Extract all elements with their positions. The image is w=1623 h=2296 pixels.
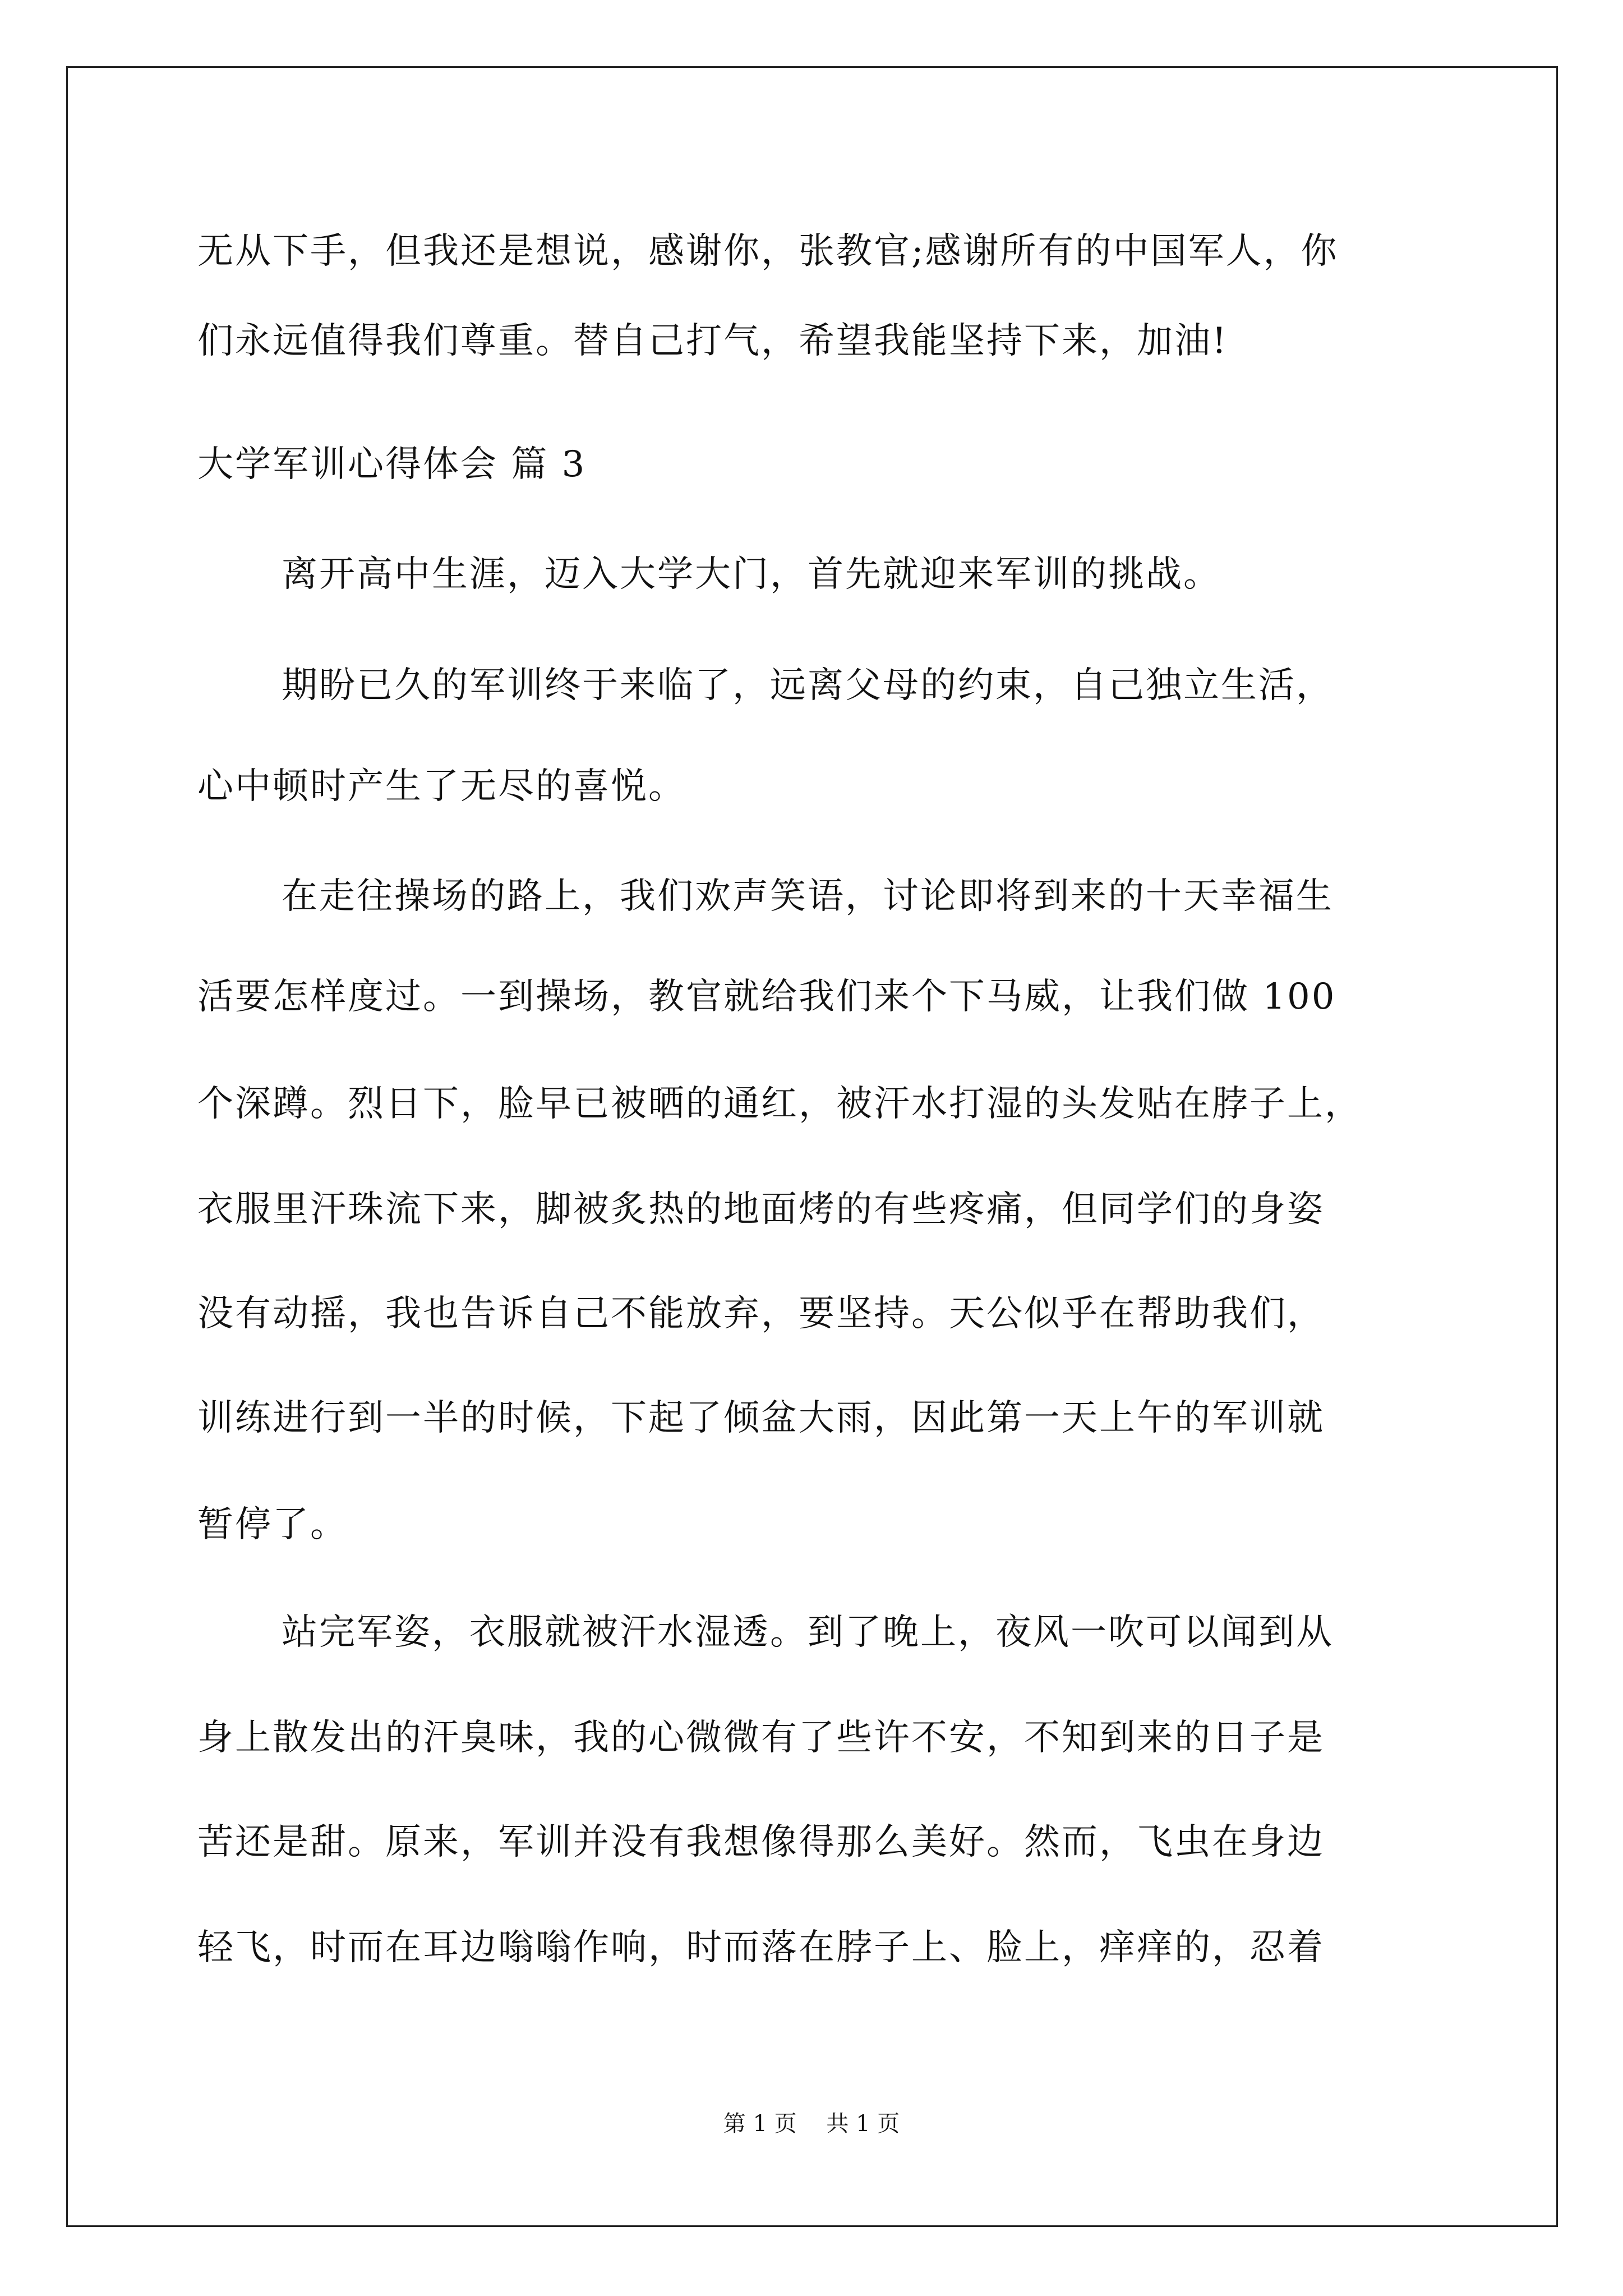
text-line: 没有动摇，我也告诉自己不能放弃，要坚持。天公似乎在帮助我们， [197, 1293, 1325, 1335]
text-line: 无从下手，但我还是想说，感谢你，张教官;感谢所有的中国军人，你 [197, 231, 1339, 272]
text-line: 们永远值得我们尊重。替自己打气，希望我能坚持下来，加油! [197, 320, 1228, 362]
page-number: 第 1 页 [723, 2111, 797, 2137]
text-line: 训练进行到一半的时候，下起了倾盆大雨，因此第一天上午的军训就 [197, 1397, 1325, 1439]
text-line: 暂停了。 [197, 1504, 348, 1545]
text-line: 站完军姿，衣服就被汗水湿透。到了晚上，夜风一吹可以闻到从 [282, 1612, 1334, 1653]
text-line: 个深蹲。烈日下，脸早已被晒的通红，被汗水打湿的头发贴在脖子上， [197, 1083, 1362, 1125]
section-heading: 大学军训心得体会 篇 3 [197, 444, 587, 485]
page-footer [0, 2108, 1623, 2139]
text-line: 身上散发出的汗臭味，我的心微微有了些许不安，不知到来的日子是 [197, 1717, 1325, 1759]
text-line: 苦还是甜。原来，军训并没有我想像得那么美好。然而，飞虫在身边 [197, 1821, 1325, 1863]
text-line: 离开高中生涯，迈入大学大门，首先就迎来军训的挑战。 [282, 554, 1221, 595]
text-line: 心中顿时产生了无尽的喜悦。 [197, 766, 686, 807]
text-line: 期盼已久的军训终于来临了，远离父母的约束，自己独立生活， [282, 665, 1334, 706]
page-border [66, 66, 1558, 2227]
text-line: 轻飞，时而在耳边嗡嗡作响，时而落在脖子上、脸上，痒痒的，忍着 [197, 1927, 1325, 1968]
text-line: 衣服里汗珠流下来，脚被炙热的地面烤的有些疼痛，但同学们的身姿 [197, 1189, 1325, 1230]
text-line: 在走往操场的路上，我们欢声笑语，讨论即将到来的十天幸福生 [282, 876, 1334, 917]
text-line: 活要怎样度过。一到操场，教官就给我们来个下马威，让我们做 100 [197, 976, 1336, 1018]
page-total: 共 1 页 [826, 2111, 900, 2137]
